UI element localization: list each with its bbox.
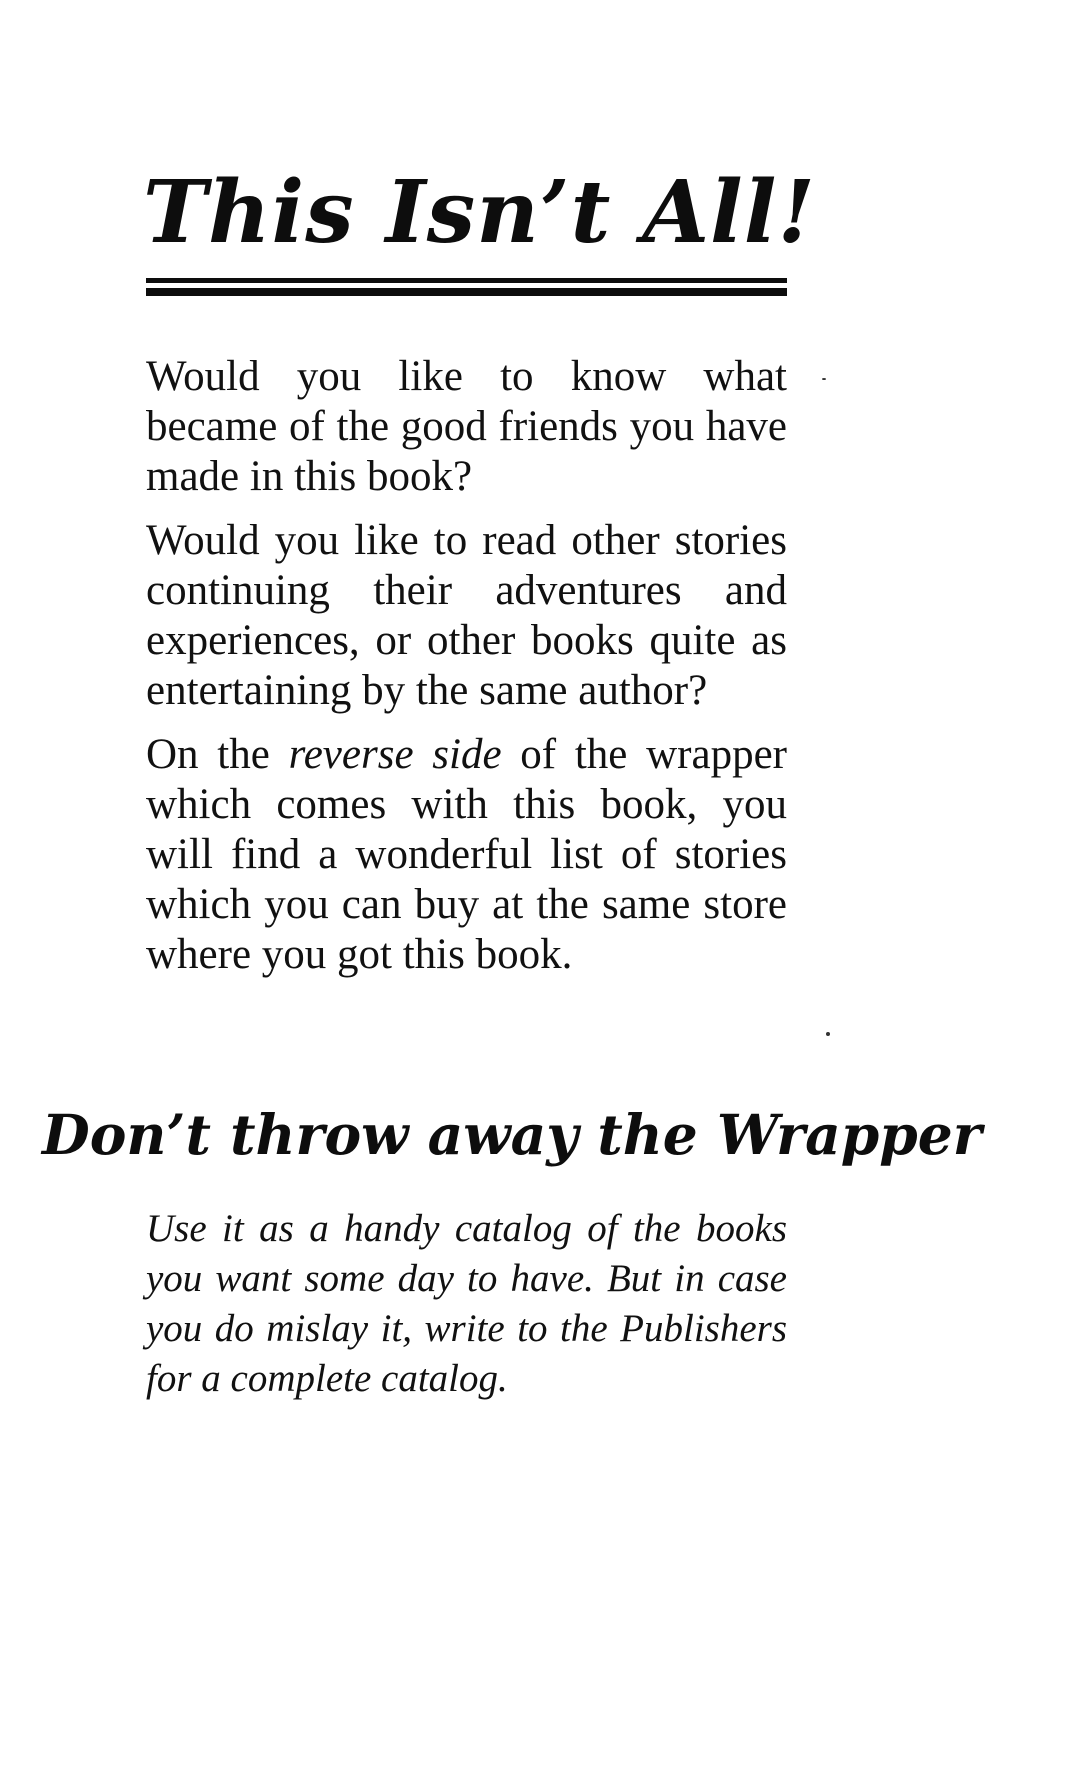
- paragraph-wrapper-list: [146, 730, 787, 980]
- paragraph-wrapper-list-end: of the wrapper which comes with this book, you will find a wonderful list of stories which you can buy at the same store where you got this book.: [146, 731, 787, 978]
- body-text: [146, 352, 787, 994]
- reverse-side-emphasis: reverse side: [288, 731, 502, 778]
- wrapper-heading: Don’t throw away the Wrapper: [42, 1102, 982, 1167]
- title-rule-thick: [146, 288, 787, 296]
- print-speck: [822, 378, 826, 380]
- catalog-note: Use it as a handy catalog of the books you want some day to have. But in case you do mislay it, write to the Publishers for a complete catalog.: [146, 1207, 787, 1400]
- paragraph-wrapper-list-start: On the: [146, 731, 289, 778]
- page-title: This Isn’t All!: [143, 162, 817, 263]
- print-speck: [826, 1032, 830, 1036]
- paragraph-other-stories: Would you like to read other stories continuing their adventures and experiences, or other books quite as entertaining by the same author?: [146, 517, 787, 714]
- paragraph-friends: Would you like to know what became of the good friends you have made in this book?: [146, 353, 787, 500]
- title-rule-thin: [146, 278, 787, 283]
